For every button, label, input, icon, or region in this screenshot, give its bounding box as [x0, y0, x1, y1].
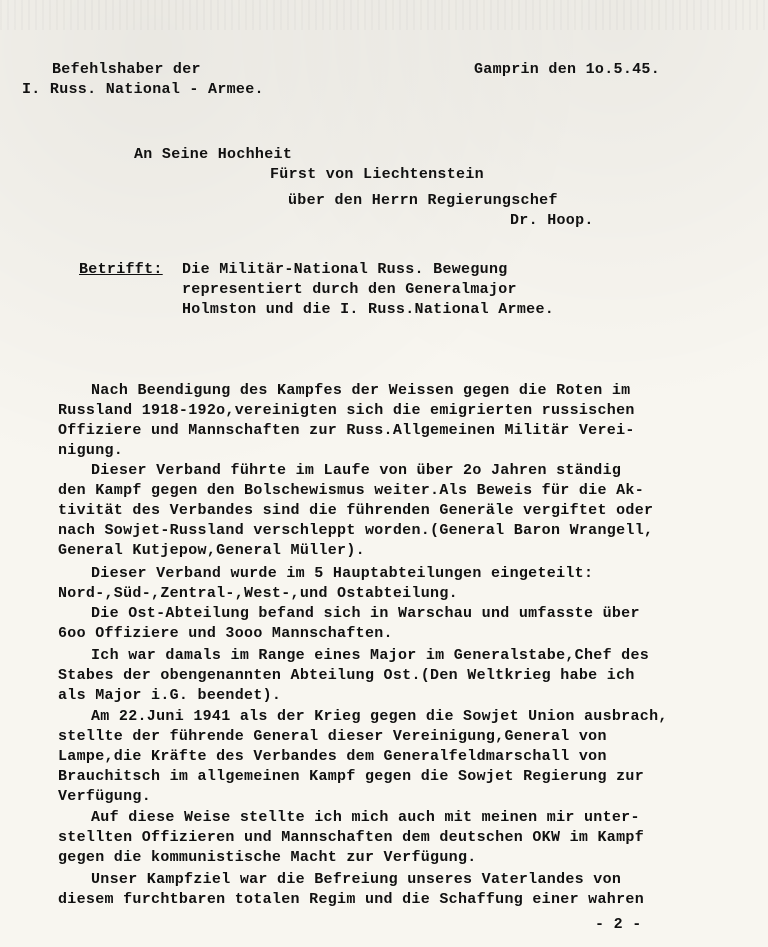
addressee-line-2: Fürst von Liechtenstein: [270, 166, 484, 183]
body-line: nigung.: [58, 442, 124, 459]
place-date: Gamprin den 1o.5.45.: [474, 61, 661, 78]
body-line: stellten Offizieren und Mannschaften dem deutschen OKW im Kampf: [58, 829, 644, 846]
addressee-line-4: Dr. Hoop.: [510, 212, 594, 229]
sender-line-2: I. Russ. National - Armee.: [22, 81, 264, 98]
body-line: Dieser Verband führte im Laufe von über 2o Jahren ständig: [91, 462, 622, 479]
body-line: als Major i.G. beendet).: [58, 687, 282, 704]
subject-line-2: representiert durch den Generalmajor: [182, 281, 517, 298]
body-line: Stabes der obengenannten Abteilung Ost.(Den Weltkrieg habe ich: [58, 667, 635, 684]
body-line: General Kutjepow,General Müller).: [58, 542, 365, 559]
page-number: - 2 -: [595, 916, 642, 933]
body-line: den Kampf gegen den Bolschewismus weiter.Als Beweis für die Ak-: [58, 482, 644, 499]
body-line: nach Sowjet-Russland verschleppt worden.(General Baron Wrangell,: [58, 522, 654, 539]
body-line: Brauchitsch im allgemeinen Kampf gegen die Sowjet Regierung zur: [58, 768, 644, 785]
body-line: Dieser Verband wurde im 5 Hauptabteilungen eingeteilt:: [91, 565, 594, 582]
body-line: Nord-,Süd-,Zentral-,West-,und Ostabteilung.: [58, 585, 458, 602]
body-line: diesem furchtbaren totalen Regim und die Schaffung einer wahren: [58, 891, 644, 908]
addressee-line-1: An Seine Hochheit: [134, 146, 293, 163]
body-line: Die Ost-Abteilung befand sich in Warschau und umfasste über: [91, 605, 640, 622]
body-line: Ich war damals im Range eines Major im Generalstabe,Chef des: [91, 647, 650, 664]
subject-line-3: Holmston und die I. Russ.National Armee.: [182, 301, 555, 318]
body-line: Verfügung.: [58, 788, 152, 805]
body-line: Unser Kampfziel war die Befreiung unseres Vaterlandes von: [91, 871, 622, 888]
scan-noise: [0, 0, 768, 30]
body-line: 6oo Offiziere und 3ooo Mannschaften.: [58, 625, 393, 642]
body-line: tivität des Verbandes sind die führenden Generäle vergiftet oder: [58, 502, 654, 519]
body-line: Lampe,die Kräfte des Verbandes dem Generalfeldmarschall von: [58, 748, 607, 765]
sender-line-1: Befehlshaber der: [52, 61, 201, 78]
subject-label: Betrifft:: [79, 261, 163, 278]
body-line: Nach Beendigung des Kampfes der Weissen gegen die Roten im: [91, 382, 631, 399]
body-line: stellte der führende General dieser Vereinigung,General von: [58, 728, 607, 745]
body-line: Russland 1918-192o,vereinigten sich die emigrierten russischen: [58, 402, 635, 419]
body-line: Auf diese Weise stellte ich mich auch mit meinen mir unter-: [91, 809, 640, 826]
body-line: Offiziere und Mannschaften zur Russ.Allgemeinen Militär Verei-: [58, 422, 635, 439]
addressee-line-3: über den Herrn Regierungschef: [288, 192, 558, 209]
subject-line-1: Die Militär-National Russ. Bewegung: [182, 261, 508, 278]
body-line: Am 22.Juni 1941 als der Krieg gegen die Sowjet Union ausbrach,: [91, 708, 668, 725]
body-line: gegen die kommunistische Macht zur Verfügung.: [58, 849, 477, 866]
